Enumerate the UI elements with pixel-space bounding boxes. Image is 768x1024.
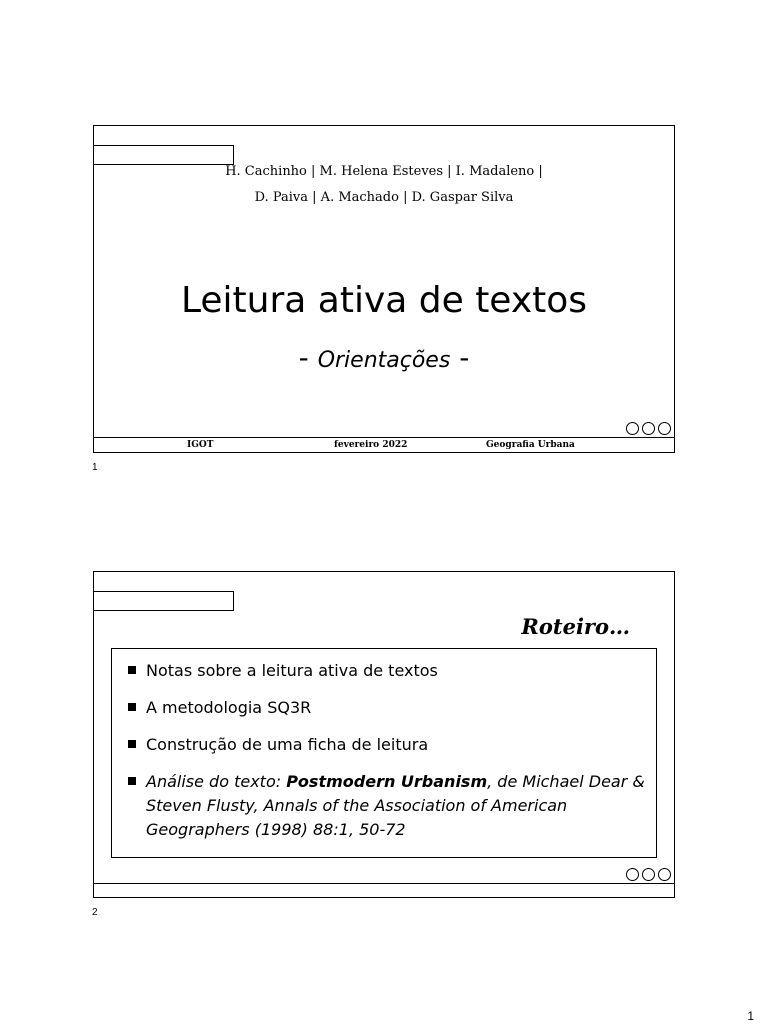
slide-title: Leitura ativa de textos [180, 280, 588, 321]
slide-number-2: 2 [92, 907, 98, 918]
slide-header-tab [93, 591, 234, 611]
circle-icon [626, 422, 639, 435]
list-item-suffix: , de Michael Dear & Steven Flusty, Annals of the Association of American Geographers (1998) 88:1, 50-72 [146, 772, 645, 839]
footer-course: Geografia Urbana [486, 440, 575, 450]
circle-icon [658, 868, 671, 881]
agenda-box [111, 648, 657, 858]
circle-icon [642, 868, 655, 881]
footer-divider [94, 437, 674, 438]
slide-1 [93, 125, 675, 453]
bullet-square-icon [128, 703, 136, 711]
page-number: 1 [747, 1009, 754, 1023]
agenda-list [126, 659, 650, 855]
slide-number-1: 1 [92, 462, 98, 473]
footer-divider [94, 883, 674, 884]
bullet-square-icon [128, 777, 136, 785]
slide-nav-circles [626, 868, 671, 881]
circle-icon [626, 868, 639, 881]
footer-date: fevereiro 2022 [334, 440, 408, 450]
subtitle-dash-right: - [459, 341, 470, 374]
list-item-text: Notas sobre a leitura ativa de textos [146, 661, 438, 680]
bullet-square-icon [128, 740, 136, 748]
footer-institution: IGOT [187, 440, 214, 450]
slide-heading: Roteiro… [521, 614, 630, 639]
list-item [126, 659, 650, 683]
slide-header-tab [93, 145, 234, 165]
circle-icon [658, 422, 671, 435]
list-item [126, 770, 650, 842]
subtitle-dash-left: - [298, 341, 309, 374]
slide-2 [93, 571, 675, 898]
list-item [126, 733, 650, 757]
list-item-text: Construção de uma ficha de leitura [146, 735, 429, 754]
bullet-square-icon [128, 666, 136, 674]
slide-subtitle [94, 341, 674, 374]
authors-line-1: H. Cachinho | M. Helena Esteves | I. Madaleno | [225, 164, 543, 179]
list-item [126, 696, 650, 720]
slide-nav-circles [626, 422, 671, 435]
list-item-text: A metodologia SQ3R [146, 698, 312, 717]
subtitle-text: Orientações [317, 348, 451, 373]
circle-icon [642, 422, 655, 435]
list-item-bold-title: Postmodern Urbanism [286, 772, 488, 791]
authors-line-2: D. Paiva | A. Machado | D. Gaspar Silva [254, 190, 514, 205]
list-item-prefix: Análise do texto: [146, 772, 287, 791]
